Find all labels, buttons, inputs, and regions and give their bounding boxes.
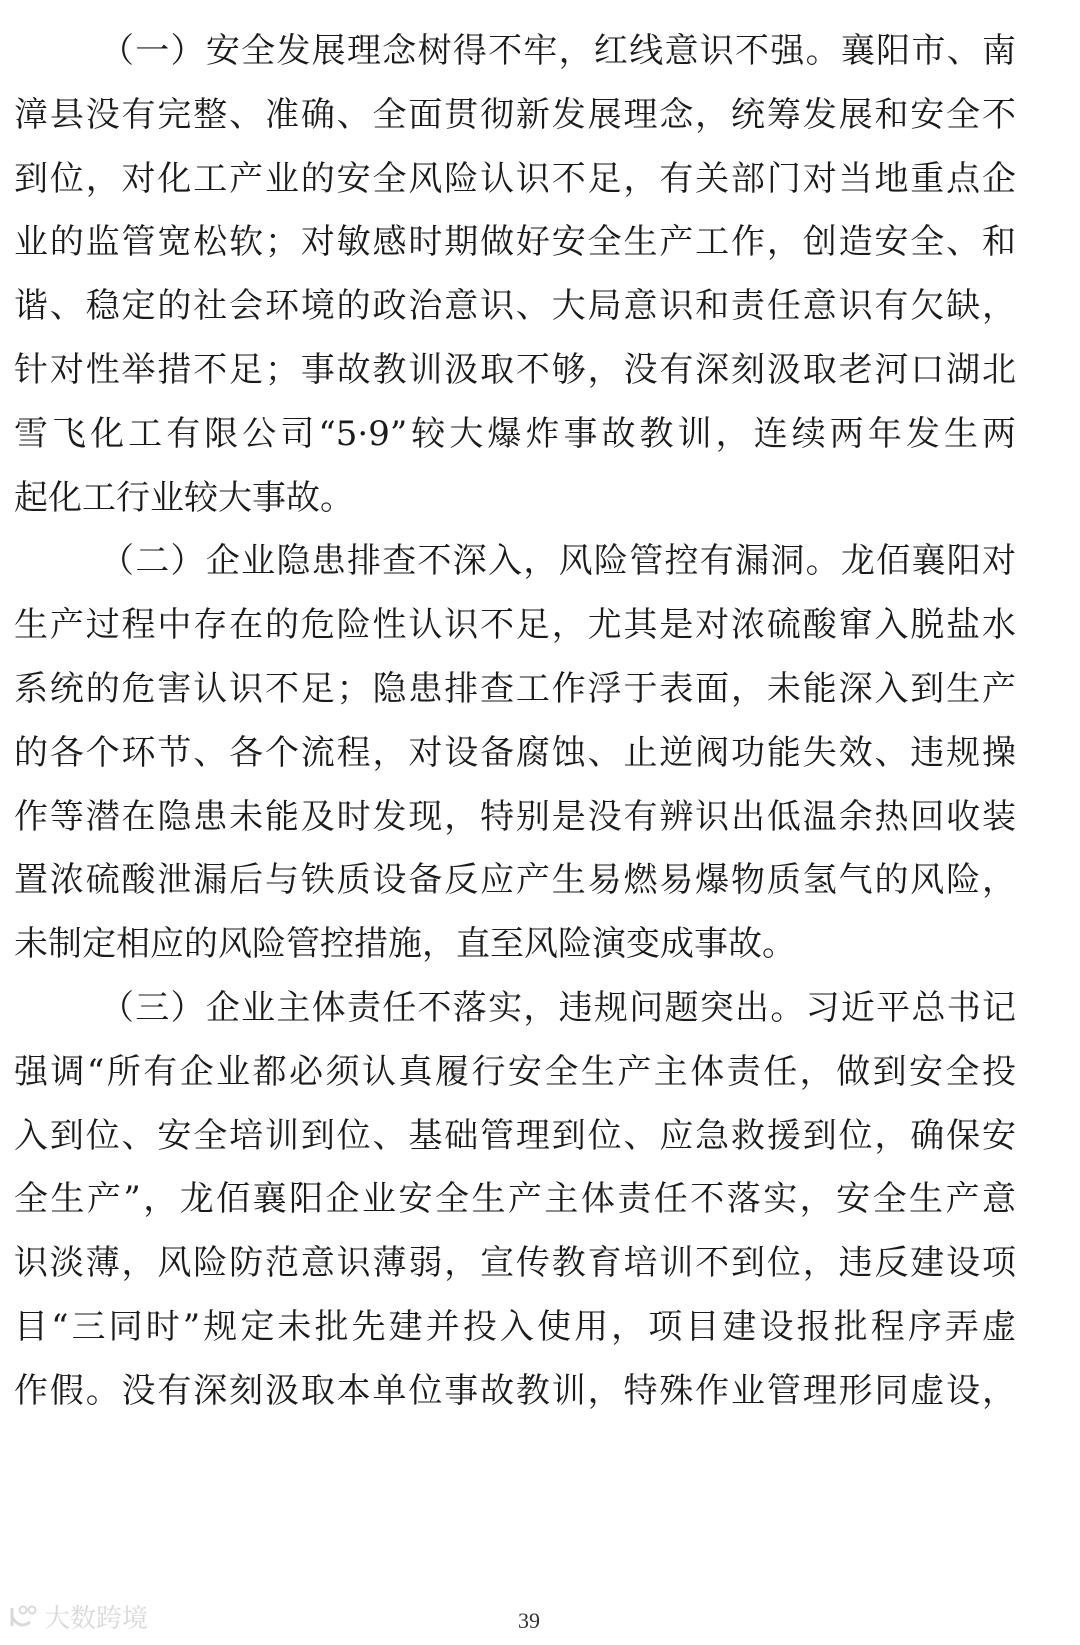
text-line: 的各个环节、各个流程，对设备腐蚀、止逆阀功能失效、违规操 (14, 732, 1016, 773)
text-line: 起化工行业较大事故。 (14, 477, 354, 518)
text-line: 识淡薄，风险防范意识薄弱，宣传教育培训不到位，违反建设项 (14, 1243, 1016, 1284)
text-line: 漳县没有完整、准确、全面贯彻新发展理念，统筹发展和安全不 (14, 94, 1016, 135)
text-line: 谐、稳定的社会环境的政治意识、大局意识和责任意识有欠缺， (14, 286, 1016, 327)
text-line: 业的监管宽松软；对敏感时期做好安全生产工作，创造安全、和 (14, 222, 1016, 263)
text-line: 生产过程中存在的危险性认识不足，尤其是对浓硫酸窜入脱盐水 (14, 605, 1016, 646)
logo-icon (8, 1604, 38, 1630)
text-line: 系统的危害认识不足；隐患排查工作浮于表面，未能深入到生产 (14, 668, 1016, 709)
text-line: （一）安全发展理念树得不牢，红线意识不强。襄阳市、南 (100, 31, 1016, 71)
text-line: 雪飞化工有限公司“5·9”较大爆炸事故教训，连续两年发生两 (14, 413, 1016, 454)
text-line: 置浓硫酸泄漏后与铁质设备反应产生易燃易爆物质氢气的风险， (14, 860, 1016, 901)
text-line: （二）企业隐患排查不深入，风险管控有漏洞。龙佰襄阳对 (100, 541, 1016, 582)
paragraph-1 (14, 20, 1016, 530)
text-line: 全生产”，龙佰襄阳企业安全生产主体责任不落实，安全生产意 (14, 1179, 1016, 1220)
text-line: 入到位、安全培训到位、基础管理到位、应急救援到位，确保安 (14, 1115, 1016, 1156)
text-line: 目“三同时”规定未批先建并投入使用，项目建设报批程序弄虚 (14, 1306, 1016, 1347)
watermark-text: 大数跨境 (44, 1604, 149, 1634)
text-line: 作等潜在隐患未能及时发现，特别是没有辨识出低温余热回收装 (14, 796, 1016, 837)
paragraph-3 (14, 977, 1016, 1424)
paragraph-2 (14, 530, 1016, 977)
text-line: （三）企业主体责任不落实，违规问题突出。习近平总书记 (100, 987, 1016, 1028)
text-line: 未制定相应的风险管控措施，直至风险演变成事故。 (14, 924, 796, 965)
text-line: 到位，对化工产业的安全风险认识不足，有关部门对当地重点企 (14, 158, 1016, 199)
text-line: 强调“所有企业都必须认真履行安全生产主体责任，做到安全投 (14, 1051, 1016, 1092)
document-page (14, 20, 1016, 1424)
text-line: 针对性举措不足；事故教训汲取不够，没有深刻汲取老河口湖北 (14, 349, 1016, 390)
watermark (8, 1598, 148, 1635)
page-number: 39 (518, 1608, 540, 1633)
text-line: 作假。没有深刻汲取本单位事故教训，特殊作业管理形同虚设， (14, 1370, 1016, 1411)
